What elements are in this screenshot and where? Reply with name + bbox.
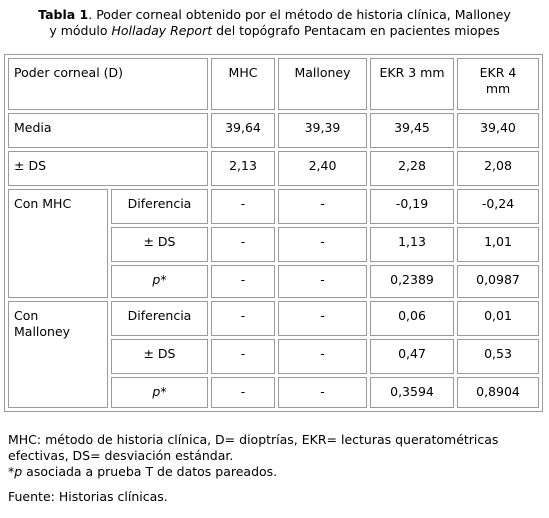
con-malloney-diferencia-ekr3: 0,06	[370, 301, 454, 336]
cell-ds-ekr4: 2,08	[457, 151, 539, 186]
con-mhc-p-ekr4: 0,0987	[457, 265, 539, 298]
con-malloney-ds-label: ± DS	[111, 339, 208, 374]
caption-text-1: . Poder corneal obtenido por el método de historia clínica, Malloney	[88, 7, 511, 22]
caption-text-3: del topógrafo Pentacam en pacientes miopes	[212, 23, 500, 38]
con-malloney-ds-malloney: -	[278, 339, 367, 374]
header-poder-corneal: Poder corneal (D)	[8, 58, 208, 110]
con-malloney-diferencia-ekr4: 0,01	[457, 301, 539, 336]
row-ds-label: ± DS	[8, 151, 208, 186]
con-malloney-p-ekr4: 0,8904	[457, 377, 539, 408]
group-con-mhc: Con MHC	[8, 189, 108, 298]
cell-ds-malloney: 2,40	[278, 151, 367, 186]
header-mhc: MHC	[211, 58, 275, 110]
notes-p-symbol: *p	[8, 464, 23, 479]
con-mhc-p-mhc: -	[211, 265, 275, 298]
con-mhc-ds-malloney: -	[278, 227, 367, 262]
cell-ds-ekr3: 2,28	[370, 151, 454, 186]
con-mhc-ds-ekr3: 1,13	[370, 227, 454, 262]
cell-media-mhc: 39,64	[211, 113, 275, 148]
header-ekr3: EKR 3 mm	[370, 58, 454, 110]
con-mhc-diferencia-mhc: -	[211, 189, 275, 224]
con-mhc-diferencia-ekr3: -0,19	[370, 189, 454, 224]
header-malloney: Malloney	[278, 58, 367, 110]
con-mhc-p-label: p*	[111, 265, 208, 298]
con-malloney-diferencia-mhc: -	[211, 301, 275, 336]
table-caption	[6, 7, 543, 39]
con-malloney-diferencia-malloney: -	[278, 301, 367, 336]
con-mhc-diferencia-malloney: -	[278, 189, 367, 224]
header-ekr4: EKR 4 mm	[457, 58, 539, 110]
group-con-malloney: Con Malloney	[8, 301, 108, 408]
con-malloney-p-ekr3: 0,3594	[370, 377, 454, 408]
data-table	[4, 54, 543, 412]
cell-media-ekr3: 39,45	[370, 113, 454, 148]
row-media-label: Media	[8, 113, 208, 148]
notes-p-description: asociada a prueba T de datos pareados.	[22, 464, 278, 479]
con-mhc-p-malloney: -	[278, 265, 367, 298]
cell-media-malloney: 39,39	[278, 113, 367, 148]
con-mhc-ds-label: ± DS	[111, 227, 208, 262]
con-mhc-p-ekr3: 0,2389	[370, 265, 454, 298]
con-malloney-p-malloney: -	[278, 377, 367, 408]
caption-italic: Holladay Report	[111, 23, 213, 38]
caption-label: Tabla 1	[38, 7, 89, 22]
source-note: Fuente: Historias clínicas.	[8, 489, 168, 504]
cell-ds-mhc: 2,13	[211, 151, 275, 186]
notes-abbreviations: MHC: método de historia clínica, D= dioptrías, EKR= lecturas queratométricas efectivas, DS= desviación estándar.	[8, 432, 499, 463]
con-malloney-p-mhc: -	[211, 377, 275, 408]
table-notes	[8, 432, 543, 480]
con-malloney-diferencia-label: Diferencia	[111, 301, 208, 336]
con-malloney-ds-mhc: -	[211, 339, 275, 374]
con-mhc-diferencia-ekr4: -0,24	[457, 189, 539, 224]
con-mhc-ds-ekr4: 1,01	[457, 227, 539, 262]
con-malloney-ds-ekr3: 0,47	[370, 339, 454, 374]
con-mhc-ds-mhc: -	[211, 227, 275, 262]
con-malloney-p-label: p*	[111, 377, 208, 408]
con-malloney-ds-ekr4: 0,53	[457, 339, 539, 374]
cell-media-ekr4: 39,40	[457, 113, 539, 148]
caption-text-2: y módulo	[49, 23, 112, 38]
con-mhc-diferencia-label: Diferencia	[111, 189, 208, 224]
